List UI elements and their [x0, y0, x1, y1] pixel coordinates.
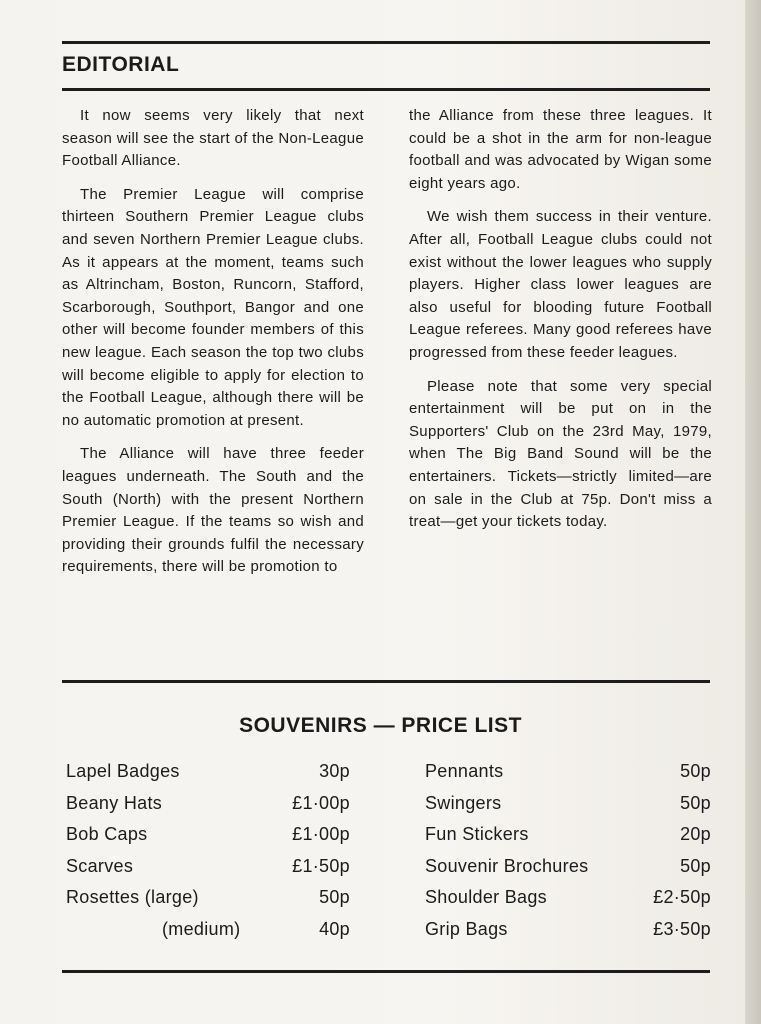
price-row	[66, 824, 350, 856]
item-price: £3·50p	[653, 918, 711, 939]
item-name: Bob Caps	[66, 824, 148, 844]
item-price: £1·50p	[292, 855, 350, 876]
editorial-paragraph-continued: the Alliance from these three leagues. It could be a shot in the arm for non-league football and was advocated by Wigan some eight years ago.	[409, 107, 712, 192]
price-list-left	[66, 761, 350, 950]
item-name: Fun Stickers	[425, 824, 529, 844]
item-price: 50p	[680, 855, 711, 876]
item-name: Souvenir Brochures	[425, 855, 589, 876]
item-price: 20p	[680, 824, 711, 844]
item-name: Lapel Badges	[66, 761, 180, 781]
editorial-paragraph: We wish them success in their venture. After all, Football League clubs could not exist without the lower leagues who supply players. Higher class lower leagues are also useful for blooding future Football League referees. Many good referees have progressed from these feeder leagues.	[409, 208, 712, 361]
price-row	[66, 793, 350, 825]
item-name: Beany Hats	[66, 792, 163, 813]
item-price: £1·00p	[292, 824, 350, 844]
top-rule	[62, 41, 710, 44]
item-price: 30p	[319, 761, 350, 781]
item-price: 50p	[680, 792, 711, 813]
price-row	[66, 761, 350, 793]
price-row	[66, 887, 350, 919]
editorial-right-column	[409, 105, 712, 534]
price-row	[425, 919, 711, 951]
editorial-heading: EDITORIAL	[62, 53, 180, 76]
price-row	[425, 856, 711, 888]
editorial-paragraph: Please note that some very special entertainment will be put on in the Supporters' Club on the 23rd May, 1979, when The Big Band Sound will be the entertainers. Tickets—strictly limited—are on sale in the Club at 75p. Don't miss a treat—get your tickets today.	[409, 377, 712, 531]
price-row	[425, 887, 711, 919]
price-list-right	[425, 761, 711, 950]
price-list-title: SOUVENIRS — PRICE LIST	[239, 714, 522, 737]
item-name: Rosettes (large)	[66, 887, 199, 907]
item-name: Swingers	[425, 792, 502, 813]
bottom-rule	[62, 970, 710, 973]
item-price: £2·50p	[653, 887, 711, 907]
item-name: Scarves	[66, 855, 134, 876]
item-name: Pennants	[425, 761, 504, 781]
editorial-paragraph: It now seems very likely that next season will see the start of the Non-League Football Alliance.	[62, 107, 364, 170]
price-row	[425, 761, 711, 793]
item-price: 40p	[319, 918, 350, 939]
item-price: 50p	[319, 887, 350, 907]
item-price: £1·00p	[292, 792, 350, 813]
editorial-left-column	[62, 105, 364, 579]
price-row	[425, 793, 711, 825]
page-spine	[745, 0, 761, 1024]
editorial-paragraph: The Premier League will comprise thirteen Southern Premier League clubs and seven Northern Premier League clubs. As it appears at the moment, teams such as Altrincham, Boston, Runcorn, Stafford, Scarborough, Southport, Bangor and one other will become founder members of this new league. Each season the top two clubs will become eligible to apply for election to the Football League, although there will be no automatic promotion at present.	[62, 185, 364, 429]
price-row	[66, 856, 350, 888]
section-divider	[62, 680, 710, 683]
price-row	[66, 919, 350, 951]
editorial-paragraph: The Alliance will have three feeder leagues underneath. The South and the South (North) with the present Northern Premier League. If the teams so wish and providing their grounds fulfil the necessary requirements, there will be promotion to	[62, 445, 364, 576]
item-price: 50p	[680, 761, 711, 781]
item-name: (medium)	[162, 918, 241, 939]
item-name: Grip Bags	[425, 918, 508, 939]
heading-rule	[62, 88, 710, 91]
item-name: Shoulder Bags	[425, 887, 547, 907]
price-row	[425, 824, 711, 856]
